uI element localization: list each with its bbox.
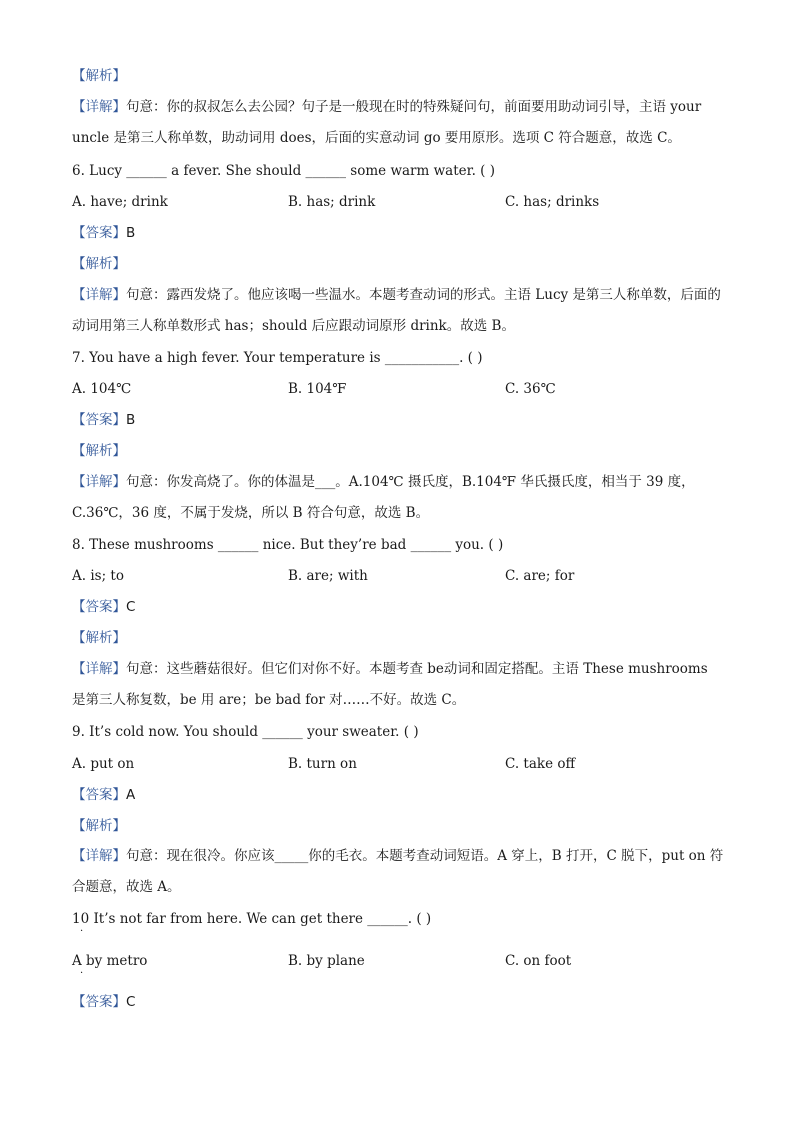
question-6-option-c: C. has; drinks — [505, 194, 600, 210]
detail-label: 【详解】 — [72, 287, 126, 303]
question-6-option-b: B. has; drink — [288, 194, 376, 210]
analysis-label: 【解析】 — [72, 630, 126, 646]
stray-dot-mark: · — [80, 926, 84, 937]
stray-dot-mark: · — [80, 968, 84, 979]
detail-text: 句意：这些蘑菇很好。但它们对你不好。本题考查 be动词和固定搭配。主语 These mushrooms 是第三人称复数，be 用 are；be bad for 对……不好。故选 C。 — [72, 661, 708, 708]
detail-paragraph — [72, 92, 724, 154]
answer-value: B — [126, 225, 136, 241]
question-6-detail — [72, 280, 724, 342]
question-7-detail — [72, 467, 724, 529]
question-7-option-c: C. 36℃ — [505, 381, 556, 397]
question-6-option-a: A. have; drink — [72, 194, 168, 210]
question-10-option-a: A by metro — [72, 953, 148, 969]
question-7-option-a: A. 104℃ — [72, 381, 132, 397]
answer-value: B — [126, 412, 136, 428]
question-7-answer — [72, 410, 724, 430]
answer-value: A — [126, 787, 136, 803]
question-6-stem: 6. Lucy ______ a fever. She should ______ some warm water. ( ) — [72, 163, 495, 179]
answer-label: 【答案】 — [72, 225, 126, 241]
question-8-stem: 8. These mushrooms ______ nice. But they’re bad ______ you. ( ) — [72, 537, 504, 553]
question-7-stem: 7. You have a high fever. Your temperature is ___________. ( ) — [72, 350, 483, 366]
question-9-option-a: A. put on — [72, 756, 135, 772]
detail-text: 句意：你的叔叔怎么去公园？句子是一般现在时的特殊疑问句，前面要用助动词引导，主语 your uncle 是第三人称单数，助动词用 does，后面的实意动词 go 要用原形。选项 C 符合题意，故选 C。 — [72, 99, 702, 146]
question-10-option-b: B. by plane — [288, 953, 365, 969]
question-8-option-a: A. is; to — [72, 568, 124, 584]
question-6-analysis — [72, 254, 724, 274]
detail-text: 句意：你发高烧了。你的体温是___。A.104℃ 摄氏度，B.104℉ 华氏摄氏度，相当于 39 度，C.36℃，36 度，不属于发烧，所以 B 符合句意，故选 B。 — [72, 474, 695, 521]
detail-label: 【详解】 — [72, 99, 126, 115]
question-10-stem: 10 It’s not far from here. We can get there ______. ( ) — [72, 911, 432, 927]
question-6-answer — [72, 223, 724, 243]
detail-text: 句意：现在很冷。你应该_____你的毛衣。本题考查动词短语。A 穿上，B 打开，C 脱下，put on 符合题意，故选 A。 — [72, 848, 724, 895]
answer-label: 【答案】 — [72, 412, 126, 428]
detail-label: 【详解】 — [72, 848, 126, 864]
detail-text: 句意：露西发烧了。他应该喝一些温水。本题考查动词的形式。主语 Lucy 是第三人称单数，后面的动词用第三人称单数形式 has；should 后应跟动词原形 drink。故选 B。 — [72, 287, 721, 334]
question-8-option-c: C. are; for — [505, 568, 575, 584]
detail-label: 【详解】 — [72, 661, 126, 677]
question-9-option-c: C. take off — [505, 756, 576, 772]
question-9-option-b: B. turn on — [288, 756, 357, 772]
analysis-label: 【解析】 — [72, 818, 126, 834]
question-7-option-b: B. 104℉ — [288, 381, 347, 397]
question-8-answer — [72, 597, 724, 617]
question-10-option-c: C. on foot — [505, 953, 572, 969]
answer-value: C — [126, 994, 136, 1010]
question-9-detail — [72, 841, 724, 903]
answer-label: 【答案】 — [72, 787, 126, 803]
analysis-heading — [72, 66, 724, 86]
question-8-detail — [72, 654, 724, 716]
detail-label: 【详解】 — [72, 474, 126, 490]
question-10-answer — [72, 992, 724, 1012]
analysis-label: 【解析】 — [72, 68, 126, 84]
answer-label: 【答案】 — [72, 994, 126, 1010]
question-8-analysis — [72, 628, 724, 648]
question-7-analysis — [72, 441, 724, 461]
answer-value: C — [126, 599, 136, 615]
question-8-option-b: B. are; with — [288, 568, 368, 584]
question-9-stem: 9. It’s cold now. You should ______ your sweater. ( ) — [72, 724, 419, 740]
answer-label: 【答案】 — [72, 599, 126, 615]
question-9-analysis — [72, 816, 724, 836]
analysis-label: 【解析】 — [72, 256, 126, 272]
analysis-label: 【解析】 — [72, 443, 126, 459]
question-9-answer — [72, 785, 724, 805]
